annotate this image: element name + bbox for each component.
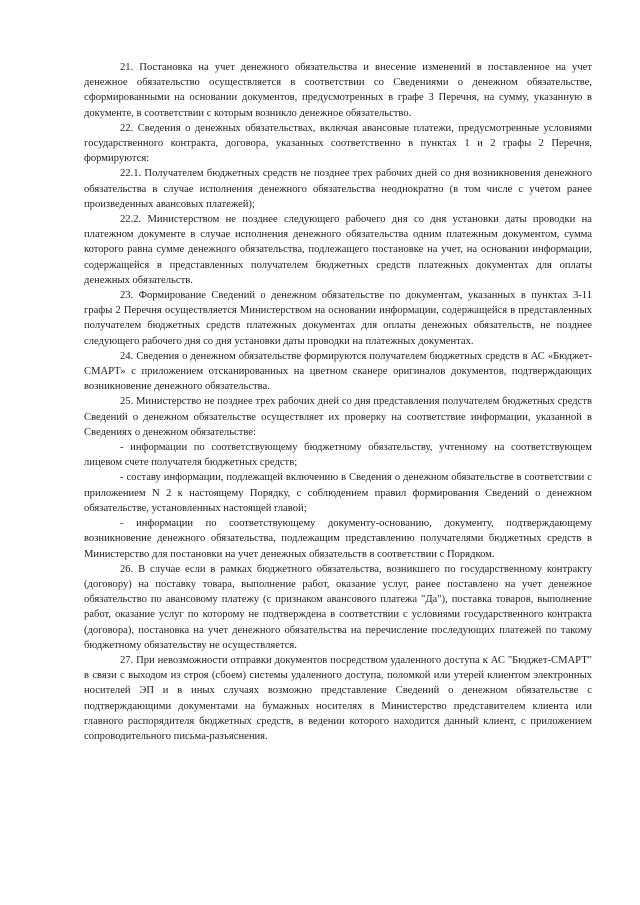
- paragraph-22: 22. Сведения о денежных обязательствах, включая авансовые платежи, предусмотренные условиями государственного контракта, договора, указанных соответственно в пунктах 1 и 2 графы 2 Перечня, формируются:: [84, 122, 592, 165]
- paragraph-22-1: 22.1. Получателем бюджетных средств не позднее трех рабочих дней со дня возникновения денежного обязательства в случае исполнения денежного обязательства неоднократно (в том числе с учетом ранее произведенных авансовых платежей);: [84, 168, 592, 210]
- paragraph-25-item-1: - информации по соответствующему бюджетному обязательству, учтенному на соответствующем лицевом счете получателя бюджетных средств;: [84, 442, 592, 469]
- paragraph-25-item-3: - информации по соответствующему документу-основанию, документу, подтверждающему возникновение денежного обязательства, подлежащим представлению получателями бюджетных средств в Министерство для постановки на учет денежных обязательств в соответствии с Порядком.: [84, 518, 592, 560]
- paragraph-22-2: 22.2. Министерством не позднее следующего рабочего дня со дня установки даты проводки на платежном документе в случае исполнения денежного обязательства одним платежным документом, сумма которого равна сумме денежного обязательства, подлежащего постановке на учет, на основании информации, содержащейся в представленных получателем бюджетных средств платежных документах для оплаты денежных обязательств.: [84, 214, 592, 286]
- paragraph-27: 27. При невозможности отправки документов посредством удаленного доступа к АС "Бюджет-СМАРТ" в связи с выходом из строя (сбоем) системы удаленного доступа, поломкой или утерей клиентом электронных носителей ЭП и в иных случаях возможно представление Сведений о денежном обязательстве с подтверждающими документами на бумажных носителях в Министерство представителем клиента или главного распорядителя бюджетных средств, в ведении которого находится данный клиент, с приложением сопроводительного письма-разъяснения.: [84, 654, 592, 742]
- paragraph-23: 23. Формирование Сведений о денежном обязательстве по документам, указанных в пунктах 3-11 графы 2 Перечня осуществляется Министерством на основании информации, содержащейся в представленных получателем бюджетных средств платежных документах для оплаты денежных обязательств, не позднее следующего рабочего дня со дня установки даты проводки на платежных документах.: [84, 290, 592, 347]
- paragraph-24: 24. Сведения о денежном обязательстве формируются получателем бюджетных средств в АС «Бюджет-СМАРТ» с приложением отсканированных на цветном сканере оригиналов документов, подтверждающих возникновение денежного обязательства.: [84, 350, 592, 393]
- paragraph-21: 21. Постановка на учет денежного обязательства и внесение изменений в поставленное на учет денежное обязательство осуществляется в соответствии со Сведениями о денежном обязательстве, сформированными на основании документов, предусмотренных в графе 3 Перечня, на сумму, указанную в документе, в соответствии с которым возникло денежное обязательство.: [84, 62, 592, 119]
- document-body: [84, 60, 592, 744]
- paragraph-25-item-2: - составу информации, подлежащей включению в Сведения о денежном обязательстве в соответствии с приложением N 2 к настоящему Порядку, с соблюдением правил формирования Сведений о денежном обязательстве, установленных настоящей главой;: [84, 472, 592, 514]
- paragraph-25: 25. Министерство не позднее трех рабочих дней со дня представления получателем бюджетных средств Сведений о денежном обязательстве осуществляет их проверку на соответствие информации, указанной в Сведениях о денежном обязательстве:: [84, 396, 592, 438]
- paragraph-26: 26. В случае если в рамках бюджетного обязательства, возникшего по государственному контракту (договору) на поставку товара, выполнение работ, оказание услуг, ранее поставлено на учет денежное обязательство по авансовому платежу (с признаком авансового платежа "Да"), поставка товаров, выполнение работ, оказание услуг по которому не подтверждена в соответствии с условиями государственного контракта (договора), постановка на учет денежного обязательства на перечисление последующих платежей по такому бюджетному обязательству не осуществляется.: [84, 563, 592, 651]
